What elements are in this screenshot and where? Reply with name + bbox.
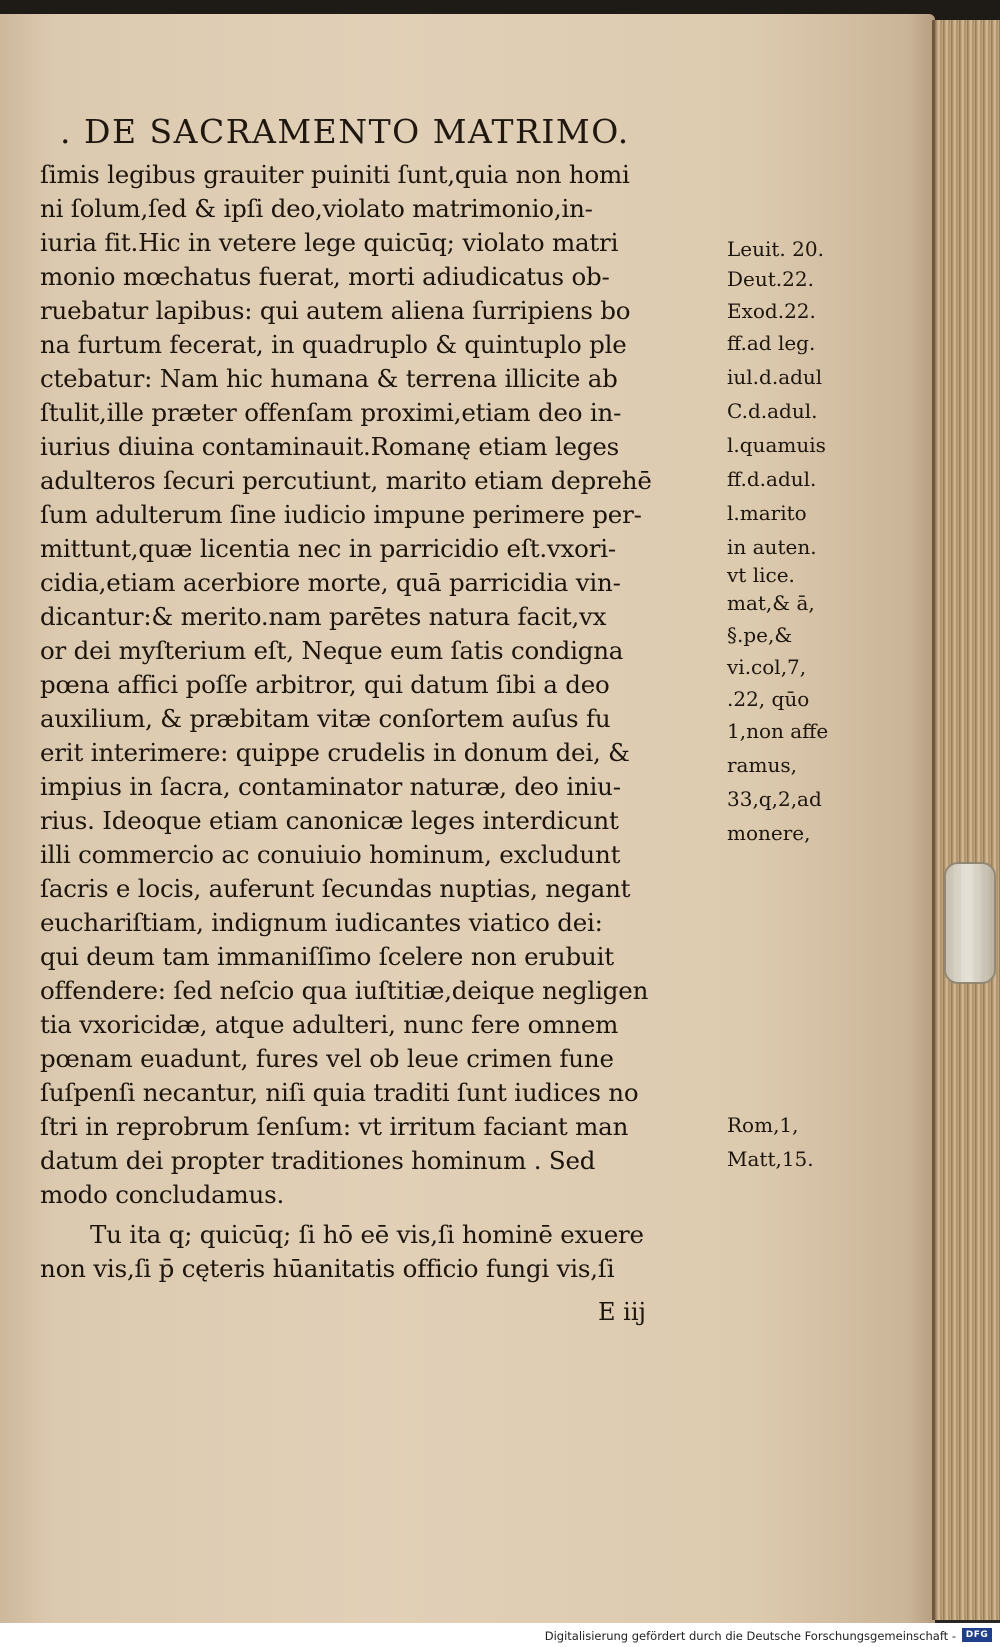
margin-note: Leuit. 20. [727, 237, 824, 261]
text-line-12: mittunt,quæ licentia nec in parricidio eſt.vxori- [40, 534, 616, 563]
book-page-edges [932, 20, 1000, 1620]
margin-note: monere, [727, 821, 811, 845]
margin-note: l.marito [727, 501, 807, 525]
margin-note: Rom,1, [727, 1113, 799, 1137]
text-line-30: datum dei propter traditiones hominum . Sed [40, 1146, 596, 1175]
margin-note: .22, qūo [727, 687, 810, 711]
margin-note: ff.ad leg. [727, 331, 816, 355]
margin-note: 1,non affe [727, 719, 829, 743]
text-line-7: ctebatur: Nam hic humana & terrena illicite ab [40, 364, 618, 393]
margin-note: 33,q,2,ad [727, 787, 822, 811]
text-line-19: impius in ſacra, contaminator naturæ, deo iniu- [40, 772, 621, 801]
text-line-5: ruebatur lapibus: qui autem aliena ſurripiens bo [40, 296, 631, 325]
text-line-11: ſum adulterum ſine iudicio impune perimere per- [40, 500, 642, 529]
text-line-16: pœna affici poſſe arbitror, qui datum ſibi a deo [40, 670, 610, 699]
text-line-13: cidia,etiam acerbiore morte, quā parricidia vin- [40, 568, 621, 597]
text-line-29: ſtri in reprobrum ſenſum: vt irritum faciant man [40, 1112, 629, 1141]
book-clasp [944, 862, 996, 984]
text-line-26: tia vxoricidæ, atque adulteri, nunc fere omnem [40, 1010, 619, 1039]
margin-note: Exod.22. [727, 299, 816, 323]
text-line-20: rius. Ideoque etiam canonicæ leges interdicunt [40, 806, 619, 835]
text-line-6: na furtum fecerat, in quadruplo & quintuplo ple [40, 330, 627, 359]
margin-note: iul.d.adul [727, 365, 823, 389]
text-line-8: ſtulit,ille præter offenſam proximi,etiam deo in- [40, 398, 622, 427]
running-title: . DE SACRAMENTO MATRIMO. [60, 112, 630, 151]
margin-note: Deut.22. [727, 267, 814, 291]
text-line-25: offendere: ſed neſcio qua iuſtitiæ,deique negligen [40, 976, 649, 1005]
text-line-14: dicantur:& merito.nam parētes natura facit,vx [40, 602, 607, 631]
text-line-10: adulteros ſecuri percutiunt, marito etiam deprehē [40, 466, 652, 495]
text-line-18: erit interimere: quippe crudelis in donum dei, & [40, 738, 630, 767]
text-line-23: euchariſtiam, indignum iudicantes viatico dei: [40, 908, 603, 937]
text-line-3: iuria fit.Hic in vetere lege quicūq; violato matri [40, 228, 619, 257]
text-line-22: ſacris e locis, auferunt ſecundas nuptias, negant [40, 874, 631, 903]
funding-credit: Digitalisierung gefördert durch die Deutsche Forschungsgemeinschaft - [544, 1629, 956, 1643]
text-line-9: iurius diuina contaminauit.Romanę etiam leges [40, 432, 620, 461]
margin-note: vt lice. [727, 563, 795, 587]
margin-note: C.d.adul. [727, 399, 818, 423]
dfg-logo: DFG [962, 1628, 992, 1642]
margin-note: ff.d.adul. [727, 467, 817, 491]
text-line-15: or dei myſterium eſt, Neque eum ſatis condigna [40, 636, 624, 665]
margin-note: in auten. [727, 535, 817, 559]
text-line-24: qui deum tam immaniſſimo ſcelere non erubuit [40, 942, 614, 971]
text-line-28: ſuſpenſi necantur, niſi quia traditi ſunt iudices no [40, 1078, 639, 1107]
text-line-1: ſimis legibus grauiter puiniti ſunt,quia non homi [40, 160, 630, 189]
text-line-27: pœnam euadunt, fures vel ob leue crimen fune [40, 1044, 614, 1073]
text-line-33: non vis,ſi p̄ cęteris hūanitatis officio fungi vis,ſi [40, 1254, 615, 1283]
margin-note: vi.col,7, [727, 655, 807, 679]
text-line-32: Tu ita q; quicūq; ſi hō eē vis,ſi hominē exuere [90, 1220, 644, 1249]
margin-note: l.quamuis [727, 433, 826, 457]
text-line-17: auxilium, & præbitam vitæ conſortem auſus fu [40, 704, 611, 733]
signature-mark: E iij [598, 1298, 646, 1326]
margin-note: mat,& ā, [727, 591, 815, 615]
margin-note: §.pe,& [727, 623, 793, 647]
text-line-21: illi commercio ac conuiuio hominum, excludunt [40, 840, 621, 869]
margin-note: Matt,15. [727, 1147, 814, 1171]
footer-bar [0, 1623, 1000, 1647]
text-line-31: modo concludamus. [40, 1180, 285, 1209]
text-line-2: ni ſolum,ſed & ipſi deo,violato matrimonio,in- [40, 194, 593, 223]
margin-note: ramus, [727, 753, 797, 777]
text-line-4: monio mœchatus fuerat, morti adiudicatus ob- [40, 262, 610, 291]
